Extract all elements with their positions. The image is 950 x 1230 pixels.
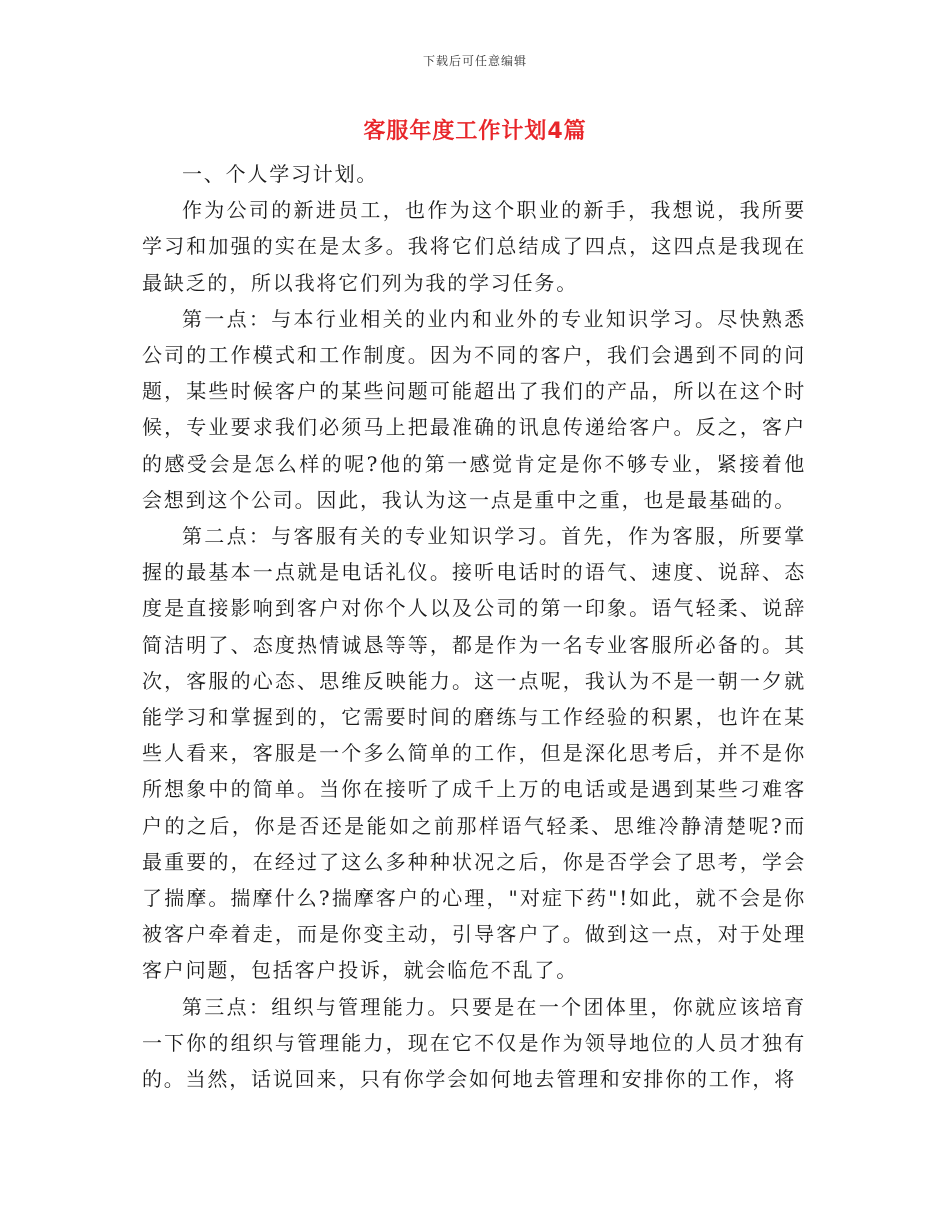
header-note: 下载后可任意编辑 bbox=[422, 54, 527, 68]
paragraph-intro: 作为公司的新进员工，也作为这个职业的新手，我想说，我所要学习和加强的实在是太多。我将它们总结成了四点，这四点是我现在最缺乏的，所以我将它们列为我的学习任务。 bbox=[142, 198, 806, 295]
paragraph-point-three: 第三点：组织与管理能力。只要是在一个团体里，你就应该培育一下你的组织与管理能力，现在它不仅是作为领导地位的人员才独有的。当然，话说回来，只有你学会如何地去管理和安排你的工作，将 bbox=[142, 994, 806, 1092]
paragraph-point-one: 第一点：与本行业相关的业内和业外的专业知识学习。尽快熟悉公司的工作模式和工作制度。因为不同的客户，我们会遇到不同的问题，某些时候客户的某些问题可能超出了我们的产品，所以在这个时候，专业要求我们必须马上把最准确的讯息传递给客户。反之，客户的感受会是怎么样的呢?他的第一感觉肯定是你不够专业，紧接着他会想到这个公司。因此，我认为这一点是重中之重，也是最基础的。 bbox=[142, 306, 806, 512]
paragraph-point-two: 第二点：与客服有关的专业知识学习。首先，作为客服，所要掌握的最基本一点就是电话礼仪。接听电话时的语气、速度、说辞、态度是直接影响到客户对你个人以及公司的第一印象。语气轻柔、说辞简洁明了、态度热情诚恳等等，都是作为一名专业客服所必备的。其次，客服的心态、思维反映能力。这一点呢，我认为不是一朝一夕就能学习和掌握到的，它需要时间的磨练与工作经验的积累，也许在某些人看来，客服是一个多么简单的工作，但是深化思考后，并不是你所想象中的简单。当你在接听了成千上万的电话或是遇到某些刁难客户的之后，你是否还是能如之前那样语气轻柔、思维冷静清楚呢?而最重要的，在经过了这么多种种状况之后，你是否学会了思考，学会了揣摩。揣摩什么?揣摩客户的心理，"对症下药"!如此，就不会是你被客户牵着走，而是你变主动，引导客户了。做到这一点，对于处理客户问题，包括客户投诉，就会临危不乱了。 bbox=[142, 524, 806, 983]
document-body bbox=[142, 156, 806, 1097]
paragraph-section-heading: 一、个人学习计划。 bbox=[182, 162, 379, 186]
document-title: 客服年度工作计划4篇 bbox=[363, 119, 587, 144]
